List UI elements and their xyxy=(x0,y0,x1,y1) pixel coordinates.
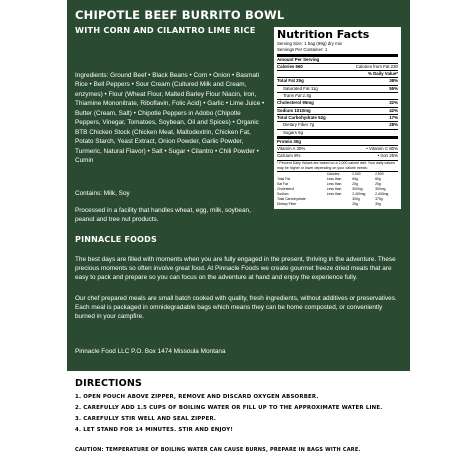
nutrient-dv: 55% xyxy=(389,85,398,91)
caution-note: CAUTION: TEMPERATURE OF BOILING WATER CAN CAUSE BURNS, PREPARE IN BAGS WITH CARE. xyxy=(75,447,361,453)
calories-value: Calories 560 xyxy=(277,63,303,69)
nutrient-label: Sugars 6g xyxy=(283,129,304,135)
daily-value-table xyxy=(277,171,398,207)
brand-paragraph-1: The best days are filled with moments when you are fully engaged in the present, thriving in the adventure. These precious moments so often involve great food. At Pinnacle Foods we create gourmet freeze dried meals that are easy to pack and prepare so you can focus on the adventure at hand and enjoy the experience fully. xyxy=(75,256,396,282)
nutrition-footnote: * Percent Daily Values are based on a 2,000 calorie diet. Your daily values may be higher or lower depending on your calorie needs: xyxy=(277,160,398,171)
dv-table-cell: 375g xyxy=(375,196,383,201)
brand-heading: PINNACLE FOODS xyxy=(75,235,157,244)
nutrient-label: Cholesterol 95mg xyxy=(277,100,314,106)
direction-step-2: 2. CAREFULLY ADD 1.5 CUPS OF BOILING WATER OR FILL UP TO THE APPROXIMATE WATER LINE. xyxy=(75,405,383,411)
serving-size: Serving Size: 1 bag (99g) dry mix xyxy=(277,41,342,46)
brand-paragraph-2: Our chef prepared meals are small batch cooked with quality, fresh ingredients, without additives or preservatives. Each meal is packaged in omnidegradable bags which means they can be home composted, or conveniently burned in your campfire. xyxy=(75,295,397,321)
dv-table-cell: Sat Fat xyxy=(277,181,288,186)
green-panel xyxy=(67,0,410,371)
dv-table-cell: Less than xyxy=(326,186,342,191)
dv-table-cell: Less than xyxy=(326,191,342,196)
nutrient-dv: 28% xyxy=(389,122,398,128)
nutrient-row xyxy=(277,77,398,84)
vitamin-right: • Iron 25% xyxy=(377,153,398,159)
vitamin-left: Calcium 8% xyxy=(277,153,301,159)
direction-step-3: 3. CAREFULLY STIR WELL AND SEAL ZIPPER. xyxy=(75,416,217,422)
dv-table-cell: 300mg xyxy=(375,186,386,191)
dv-table-cell: Calories: xyxy=(326,171,341,176)
nutrient-row xyxy=(277,114,398,121)
dv-table-cell: Less than xyxy=(326,181,342,186)
vitamin-row xyxy=(277,152,398,159)
amount-per-serving: Amount Per Serving xyxy=(277,54,398,63)
product-subtitle: WITH CORN AND CILANTRO LIME RICE xyxy=(75,25,256,35)
product-title: CHIPOTLE BEEF BURRITO BOWL xyxy=(75,8,285,22)
dv-table-cell: 300g xyxy=(352,196,360,201)
dv-table-row xyxy=(277,202,398,207)
nutrient-dv: 38% xyxy=(389,78,398,84)
dv-table-cell: 2,500 xyxy=(375,171,384,176)
vitamin-rows xyxy=(277,145,398,160)
nutrient-label: Dietary Fiber 7g xyxy=(283,122,315,128)
nutrient-row xyxy=(277,136,398,145)
dv-table-cell: 20g xyxy=(352,181,358,186)
ingredients-text: Ingredients: Ground Beef • Black Beans • Corn • Onion • Basmati Rice • Bell Peppers • Sour Cream (Cultured Milk and Cream, enzymes) • Flour (Wheat Flour, Malted Barley Flour Niacin, Iron, Thiamine Mononitrate, Riboflavin, Folic Acid) • Garlic • Lime Juice • Butter (Cream, Salt) • Chipotle Peppers in Adobo (Chipotle Peppers, Vinegar, Tomatoes, Soybean, Oil and Spices) • Organic BTB Chicken Stock (Chicken Meat, Maltodextrin, Chicken Fat, Potato Starch, Yeast Extract, Onion Powder, Garlic Powder, Turmeric, Natural Flavor) • Salt • Sugar • Cilantro • Chili Powder • Cumin xyxy=(75,72,265,165)
dv-table-cell: Less than xyxy=(326,176,342,181)
direction-step-1: 1. OPEN POUCH ABOVE ZIPPER, REMOVE AND DISCARD OXYGEN ABSORBER. xyxy=(75,394,319,400)
vitamin-row xyxy=(277,145,398,152)
dv-table-cell: 80g xyxy=(375,176,381,181)
dv-table-cell: 30g xyxy=(375,201,381,206)
dv-table-cell: 65g xyxy=(352,176,358,181)
facility-statement: Processed in a facility that handles wheat, egg, milk, soybean, peanut and tree nut products. xyxy=(75,207,251,224)
directions-heading: DIRECTIONS xyxy=(75,378,143,389)
nutrient-label: Protein 30g xyxy=(277,138,301,144)
nutrient-label: Total Fat 25g xyxy=(277,78,304,84)
dv-table-cell: Sodium xyxy=(277,191,289,196)
vitamin-left: Vitamin A 30% xyxy=(277,146,306,152)
nutrient-label: Saturated Fat 11g xyxy=(283,85,318,91)
nutrient-rows xyxy=(277,77,398,145)
direction-step-4: 4. LET STAND FOR 14 MINUTES. STIR AND ENJOY! xyxy=(75,427,233,433)
dv-table-cell: 2,400mg xyxy=(375,191,389,196)
nutrient-dv: 32% xyxy=(389,100,398,106)
nutrition-facts-title: Nutrition Facts xyxy=(277,28,370,41)
nutrient-dv: 42% xyxy=(389,107,398,113)
dv-table-cell: 25g xyxy=(352,201,358,206)
nutrient-row xyxy=(277,129,398,136)
nutrient-row xyxy=(277,107,398,114)
servings-per-container: Servings Per Container: 1 xyxy=(277,47,328,53)
package-back xyxy=(67,0,410,473)
nutrient-row xyxy=(277,99,398,106)
nutrient-label: Total Carbohydrate 52g xyxy=(277,114,326,120)
dv-table-cell: 2,400mg xyxy=(352,191,366,196)
dv-table-cell: Total Carbohydrate xyxy=(277,196,306,201)
dv-table-cell: Dietary Fiber xyxy=(277,201,297,206)
nutrient-row xyxy=(277,85,398,92)
calories-from-fat: Calories from Fat 230 xyxy=(355,63,398,69)
nutrition-facts-panel xyxy=(274,27,401,209)
nutrient-dv: 17% xyxy=(389,114,398,120)
nutrient-row xyxy=(277,92,398,99)
calories-row xyxy=(277,63,398,70)
dv-table-cell xyxy=(327,202,353,207)
nutrient-label: Trans Fat 1.5g xyxy=(283,93,312,99)
dv-table-cell: 25g xyxy=(375,181,381,186)
vitamin-right: • Vitamin C 80% xyxy=(366,146,398,152)
dv-table-cell: 300mg xyxy=(352,186,363,191)
dv-table-cell: Total Fat xyxy=(277,176,291,181)
nutrient-row xyxy=(277,121,398,128)
allergen-contains: Contains: Milk, Soy xyxy=(75,190,130,197)
nutrient-label: Sodium 1010mg xyxy=(277,107,311,113)
dv-table-cell: 2,000 xyxy=(352,171,361,176)
daily-value-header: % Daily Value* xyxy=(277,70,398,77)
company-address: Pinnacle Food LLC P.O. Box 1474 Missoula Montana xyxy=(75,348,226,355)
dv-table-cell: Cholesterol xyxy=(277,186,295,191)
